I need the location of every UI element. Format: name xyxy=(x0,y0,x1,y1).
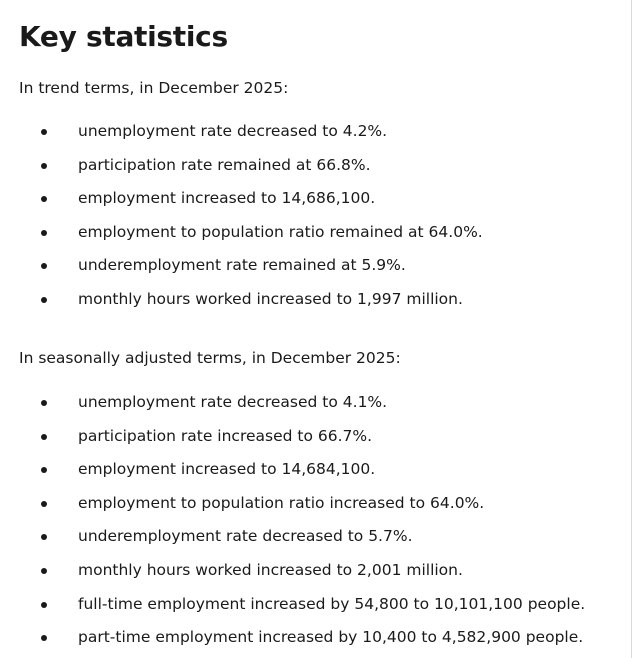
bullet-icon xyxy=(41,163,47,169)
bullet-icon xyxy=(41,263,47,269)
bullet-icon xyxy=(41,434,47,440)
bullet-icon xyxy=(41,230,47,236)
key-statistics-section: Key statistics In trend terms, in December 2025: unemployment rate decreased to 4.2%. participation rate remained at 66.8%. employment increased to 14,686,100. employment to population ratio remained at 64.0%. underemployment rate remained at 5.9%. monthly hours worked increased to 1,997 million. In seasonally adjusted terms, in December 2025: unemployment rate decreased to 4.1%. participation rate increased to 66.7%. employment increased to 14,684,100. employment to population ratio increased to 64.0%. underemployment rate decreased to 5.7%. monthly hours worked increased to 2,001 million. full-time employment increased by 54,800 to 10,101,100 people. part-time employment increased by 10,400 to 4,582,900 people. xyxy=(19,20,586,647)
bullet-icon xyxy=(41,534,47,540)
bullet-icon xyxy=(41,568,47,574)
bullet-icon xyxy=(41,501,47,507)
bullet-icon xyxy=(41,602,47,608)
bullet-icon xyxy=(41,467,47,473)
seasonal-intro: In seasonally adjusted terms, in December 2025: xyxy=(19,349,401,367)
bullet-icon xyxy=(41,635,47,641)
bullet-icon xyxy=(41,400,47,406)
bullet-icon xyxy=(41,297,47,303)
trend-intro: In trend terms, in December 2025: xyxy=(19,79,289,97)
bullet-icon xyxy=(41,196,47,202)
bullet-icon xyxy=(41,129,47,135)
section-heading: Key statistics xyxy=(19,20,228,53)
